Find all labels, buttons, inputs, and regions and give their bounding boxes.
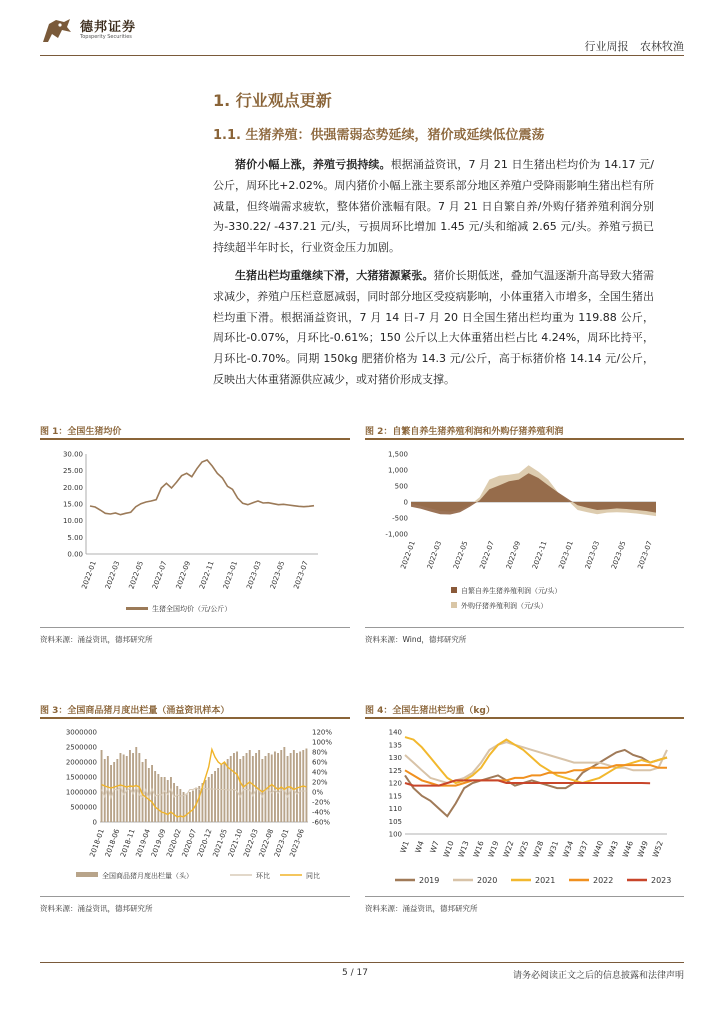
x-tick-label: 2022-09 [174,559,193,591]
subsection-heading: 1.1. 生猪养殖：供强需弱态势延续，猪价或延续低位震荡 [213,128,545,143]
paragraph-lead: 生猪出栏均重继续下滑，大猪猪源紧张。 [235,269,434,282]
y-tick-label: 0 [92,818,97,827]
legend-swatch [76,872,98,877]
bar [179,789,181,822]
x-tick-label: W31 [546,839,561,859]
y-tick-label: 20.00 [62,483,83,492]
x-tick-label: W28 [531,839,546,859]
y-tick-label: 1500000 [65,773,97,782]
legend-label: 外购仔猪养殖利润（元/头） [461,602,548,610]
x-tick-label: 2018-01 [88,827,106,859]
figure-3-rule [40,717,350,719]
bar [249,750,251,822]
paragraph-price [213,155,654,259]
x-tick-label: 2022-11 [531,539,549,571]
bar [283,747,285,822]
paragraph-lead: 猪价小幅上涨，养殖亏损持续。 [235,158,391,171]
x-tick-label: 2021-10 [226,827,245,859]
y-tick-label: 1,500 [387,450,408,459]
figure-4-title: 图 4：全国生猪出栏均重（kg） [365,706,495,716]
y-tick-label: 1000000 [65,788,97,797]
x-tick-label: 2023-05 [610,539,628,571]
x-tick-label: W7 [428,839,441,855]
x-tick-label: 2022-11 [198,559,216,591]
y-tick-label: 2500000 [65,743,97,752]
bar [186,794,188,823]
x-tick-label: 2023-01 [221,559,240,591]
bar [123,755,125,823]
figure-4-rule [365,717,684,719]
bar [192,791,194,823]
y-tick-label: 5.00 [67,533,83,542]
bar [170,777,172,822]
bar [110,765,112,822]
x-tick-label: 2023-06 [288,827,306,859]
x-tick-label: 2022-03 [103,559,122,591]
y-tick-label: 110 [388,805,402,813]
figure-1-source-rule [40,627,350,628]
bar [135,747,137,822]
legend-swatch [451,587,457,593]
series-line-price [90,460,314,515]
bar [277,753,279,822]
bar [214,771,216,822]
y-tick-label: 0 [403,498,408,507]
bar [280,750,282,822]
figure-4-source: 资料来源：涌益资讯，德邦研究所 [365,904,478,913]
company-logo [40,16,74,46]
x-tick-label: 2023-07 [292,559,310,591]
y-tick-label: 140 [388,728,402,737]
x-tick-label: W1 [398,839,411,855]
header-rule [40,55,684,56]
figure-3-chart [40,720,350,890]
legend-label: 同比 [306,872,320,880]
x-tick-label: 2022-03 [425,539,444,571]
y-tick-label: 130 [388,754,402,762]
y-tick-label: 500 [394,482,408,491]
bar [211,774,213,822]
y2-tick-label: 80% [312,748,328,757]
x-tick-label: W16 [471,839,486,859]
x-tick-label: W13 [456,839,471,859]
bar [217,768,219,822]
bar [173,783,175,822]
figure-4-chart [365,720,684,890]
bar [258,750,260,822]
bar [306,749,308,823]
bar [161,777,163,822]
page-number: 5 / 17 [342,968,368,978]
bar [293,750,295,822]
x-tick-label: 2018-11 [119,827,137,859]
x-tick-label: W49 [635,839,650,859]
x-tick-label: W52 [650,839,665,859]
bar [271,755,273,823]
bar [230,756,232,822]
bar [164,777,166,822]
figure-1-rule [40,438,350,440]
x-tick-label: 2022-05 [127,559,145,591]
x-tick-label: 2023-01 [272,827,291,859]
y-tick-label: 120 [388,779,402,788]
figure-1-source: 资料来源：涌益资讯，德邦研究所 [40,635,153,644]
legend-label: 2023 [651,876,672,885]
bar [189,792,191,822]
y2-tick-label: -20% [312,798,331,807]
figure-3-source-rule [40,896,350,897]
x-tick-label: 2020-12 [196,827,214,859]
section-heading: 1. 行业观点更新 [213,91,332,110]
x-tick-label: 2018-06 [103,827,122,859]
legend-label: 2022 [593,876,614,885]
legend-label: 2021 [535,876,556,885]
y-tick-label: 125 [388,766,402,775]
figure-4-source-rule [365,896,684,897]
x-tick-label: 2022-08 [257,827,276,859]
x-tick-label: 2023-03 [583,539,602,571]
x-tick-label: W4 [413,839,426,855]
y-tick-label: 15.00 [62,500,83,509]
x-tick-label: 2022-09 [504,539,523,571]
y-tick-label: 115 [388,792,402,801]
bar [132,753,134,822]
bar [126,756,128,822]
figure-2-chart [365,442,684,622]
y-tick-label: 105 [388,817,402,826]
x-tick-label: W46 [620,839,635,859]
y2-tick-label: 40% [312,768,328,777]
x-tick-label: 2023-07 [636,539,654,571]
bar [246,753,248,822]
x-tick-label: 2022-05 [452,539,470,571]
figure-2-title: 图 2：自繁自养生猪养殖利润和外购仔猪养殖利润 [365,427,564,437]
y-tick-label: 0.00 [67,550,83,559]
x-tick-label: W19 [486,839,501,859]
brand-name: 德邦证券 [80,20,137,35]
y-tick-label: 25.00 [62,467,83,476]
paragraph-weight [213,266,654,391]
footer-rule [40,962,684,963]
y2-tick-label: -40% [312,808,331,817]
bar [224,762,226,822]
figure-2-source: 资料来源：Wind，德邦研究所 [365,635,467,644]
x-tick-label: W43 [605,839,621,859]
legend-label: 环比 [256,872,270,880]
bar [167,780,169,822]
figure-1-chart [40,442,350,622]
y2-tick-label: 20% [312,778,328,787]
bar [261,759,263,822]
y2-tick-label: -60% [312,818,331,827]
bar [198,786,200,822]
figure-2-source-rule [365,627,684,628]
legend-swatch [126,607,148,610]
x-tick-label: W34 [560,839,576,859]
y2-tick-label: 0% [312,788,324,797]
legend-label: 2019 [419,876,440,885]
x-tick-label: 2023-01 [557,539,575,571]
x-tick-label: 2019-04 [134,827,153,859]
bar [208,777,210,822]
figure-2-rule [365,438,684,440]
x-tick-label: 2022-01 [80,559,98,591]
x-tick-label: 2023-03 [245,559,263,591]
x-tick-label: W40 [590,839,606,859]
y-tick-label: 100 [388,830,402,839]
x-tick-label: 2021-05 [211,827,229,859]
x-tick-label: 2022-03 [242,827,260,859]
y-tick-label: 2000000 [65,758,97,767]
bar [233,753,235,822]
x-tick-label: 2022-01 [399,539,417,571]
legend-label: 全国商品猪月度出栏量（头） [102,872,193,880]
x-tick-label: 2020-07 [180,827,199,859]
legend-swatch [451,602,457,608]
y2-tick-label: 120% [312,728,333,737]
bar [157,774,159,822]
legend-label: 生猪全国均价（元/公斤） [152,605,232,613]
y-tick-label: 135 [388,741,402,750]
x-tick-label: W37 [575,839,591,859]
y-tick-label: 30.00 [62,450,83,459]
bar [205,780,207,822]
series-area-selfbred [411,473,656,514]
bar [252,756,254,822]
bar [236,752,238,823]
bar [220,765,222,822]
y-tick-label: -1,000 [385,530,408,539]
report-category: 行业周报 [584,40,629,53]
paragraph-body: 猪价长期低迷，叠加气温逐渐升高导致大猪需求减少，养殖户压栏意愿减弱，同时部分地区受疫病影响，小体重猪入市增多，全国生猪出栏均重下滑。根据涌益资讯，7 月 14 日-7 月 20 日全国生猪出栏均重为 119.88 公斤，周环比-0.07%，月环比-0.61%；150 公斤以上大体重猪出栏占比 4.24%，周环比持平，月环比-0.70%。同期 150kg 肥猪价格为 14.3 元/公斤，高于标猪价格 14.14 元/公斤，反映出大体重猪源供应减少，或对猪价形成支撑。 [213,269,655,386]
paragraph-body: 根据涌益资讯，7 月 21 日生猪出栏均价为 14.17 元/公斤，周环比+2.02%。周内猪价小幅上涨主要系部分地区养殖户受降雨影响生猪出栏有所减量，但终端需求疲软，整体猪价涨幅有限。7 月 21 日自繁自养/外购仔猪养殖利润分别为-330.22/ -437.21 元/头，亏损周环比增加 1.45 元/头和缩减 2.65 元/头。养殖亏损已持续超半年时长，行业资金压力加剧。 [213,158,654,255]
brand-english: Topsperity Securities [80,34,132,40]
x-tick-label: W10 [441,839,456,859]
y2-tick-label: 100% [312,738,333,747]
figure-3-source: 资料来源：涌益资讯，德邦研究所 [40,904,153,913]
x-tick-label: W25 [516,839,531,859]
bar [104,759,106,822]
bar [101,750,103,822]
x-tick-label: 2022-07 [151,559,169,591]
bar [151,765,153,822]
figure-1-title: 图 1：全国生猪均价 [40,427,122,437]
x-tick-label: 2019-09 [149,827,168,859]
x-tick-label: 2023-05 [268,559,287,591]
bar [239,759,241,822]
y-tick-label: -500 [392,514,408,523]
y-tick-label: 500000 [70,803,97,812]
y-tick-label: 3000000 [65,728,97,737]
legend-label: 自繁自养生猪养殖利润（元/头） [461,587,562,595]
legend-label: 2020 [477,876,498,885]
figure-3-title: 图 3：全国商品猪月度出栏量（涌益资讯样本） [40,706,230,716]
header-right [585,38,685,54]
y2-tick-label: 60% [312,758,328,767]
x-tick-label: 2022-07 [478,539,496,571]
y-tick-label: 10.00 [62,517,83,526]
x-tick-label: W22 [501,839,516,859]
bar [287,756,289,822]
footer-disclaimer: 请务必阅读正文之后的信息披露和法律声明 [512,971,684,981]
report-sector: 农林牧渔 [640,40,684,53]
x-tick-label: 2020-02 [165,827,183,859]
y-tick-label: 1,000 [387,466,408,475]
